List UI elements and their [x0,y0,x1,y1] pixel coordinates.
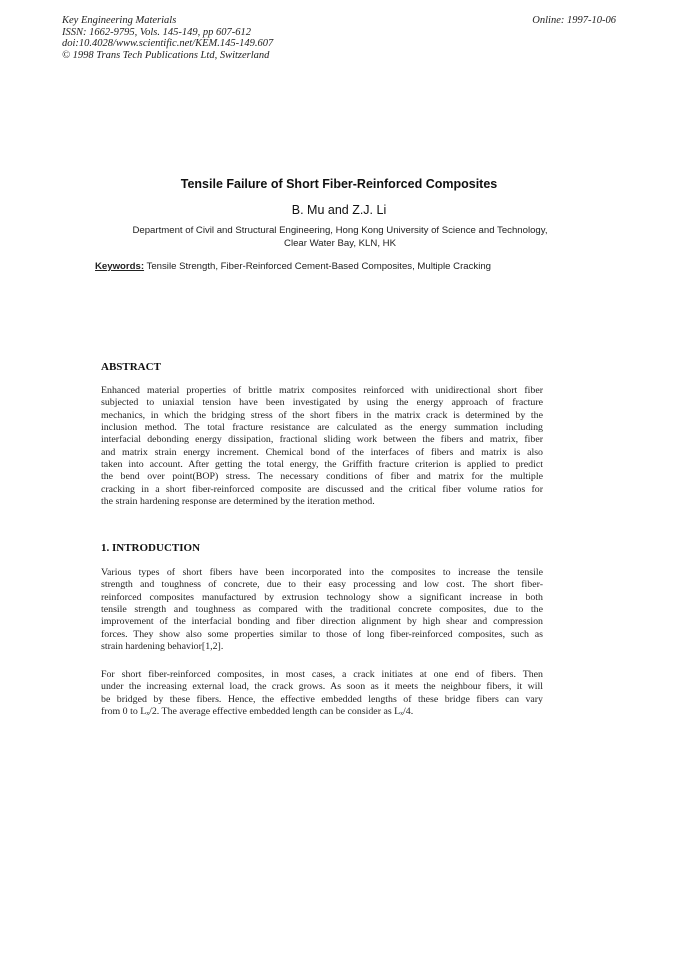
paper-authors: B. Mu and Z.J. Li [291,203,387,217]
abstract-body [101,385,543,508]
abstract-line: the strain hardening response are determined by the iteration method. [101,496,375,508]
journal-header [62,15,273,61]
intro-line: strain hardening behavior[1,2]. [101,641,224,653]
author-affiliation [60,225,620,250]
intro-line: forces. They show also some properties similar to those of long fiber-reinforced composites, such as [101,628,543,640]
abstract-line: the bend over point(BOP) stress. The necessary conditions of fiber and matrix for the multiple [101,471,543,483]
introduction-heading: 1. INTRODUCTION [101,542,201,554]
abstract-line: cracking in a short fiber-reinforced composite are discussed and the critical fiber volume ratios for [101,483,543,495]
abstract-heading: ABSTRACT [101,361,161,373]
intro-line: strength and toughness of concrete, due to their easy processing and low cost. The short fiber- [101,579,543,591]
intro-line: tensile strength and toughness as compared with the traditional concrete composites, due to the [101,604,543,616]
paper-title: Tensile Failure of Short Fiber-Reinforced Composites [180,177,498,191]
intro-line: reinforced composites manufactured by extrusion technology show a significant increase in both [101,591,543,603]
online-date: Online: 1997-10-06 [532,15,616,26]
abstract-line: mechanics, in which the bridging stress of the short fibers in the matrix crack is determined by the [101,409,543,421]
intro-line: be bridged by these fibers. Hence, the effective embedded lengths of these bridge fibers can vary [101,693,543,705]
copyright-line: © 1998 Trans Tech Publications Ltd, Switzerland [62,49,270,61]
introduction-paragraph-1 [101,567,543,653]
keywords-line [95,261,491,272]
abstract-line: taken into account. After getting the total energy, the Griffith fracture criterion is applied to predict [101,459,543,471]
intro-line: Various types of short fibers have been incorporated into the composites to increase the tensile [101,567,543,578]
abstract-line: subjected to uniaxial tension have been investigated by using the energy approach of fracture [101,397,543,409]
abstract-line: and matrix strain energy increment. Chemical bond of the interfaces of fibers and matrix is also [101,446,543,458]
keywords-text: Tensile Strength, Fiber-Reinforced Cement-Based Composites, Multiple Cracking [146,261,492,272]
affiliation-line: Clear Water Bay, KLN, HK [284,237,396,249]
abstract-line: interfacial debonding energy dissipation, fractional sliding work between the fibers and matrix, fiber [101,434,543,446]
intro-line: under the increasing external load, the crack grows. As soon as it meets the neighbour fibers, it will [101,681,543,693]
intro-line: For short fiber-reinforced composites, in most cases, a crack initiates at one end of fibers. Then [101,669,543,680]
doi-line: doi:10.4028/www.scientific.net/KEM.145-149.607 [62,38,274,50]
intro-line: improvement of the interfacial bonding and fiber direction alignment by high shear and compression [101,616,543,628]
abstract-line: Enhanced material properties of brittle matrix composites reinforced with unidirectional short fiber [101,385,543,396]
affiliation-line: Department of Civil and Structural Engineering, Hong Kong University of Science and Technology, [132,225,548,236]
journal-name: Key Engineering Materials [62,15,177,26]
introduction-paragraph-2 [101,669,543,718]
intro-line: from 0 to Lₓ/2. The average effective embedded length can be consider as Lₓ/4. [101,706,414,718]
keywords-label: Keywords: [95,261,145,272]
abstract-line: inclusion method. The total fracture resistance are calculated as the energy summation including [101,422,543,434]
issn-line: ISSN: 1662-9795, Vols. 145-149, pp 607-612 [62,26,251,38]
